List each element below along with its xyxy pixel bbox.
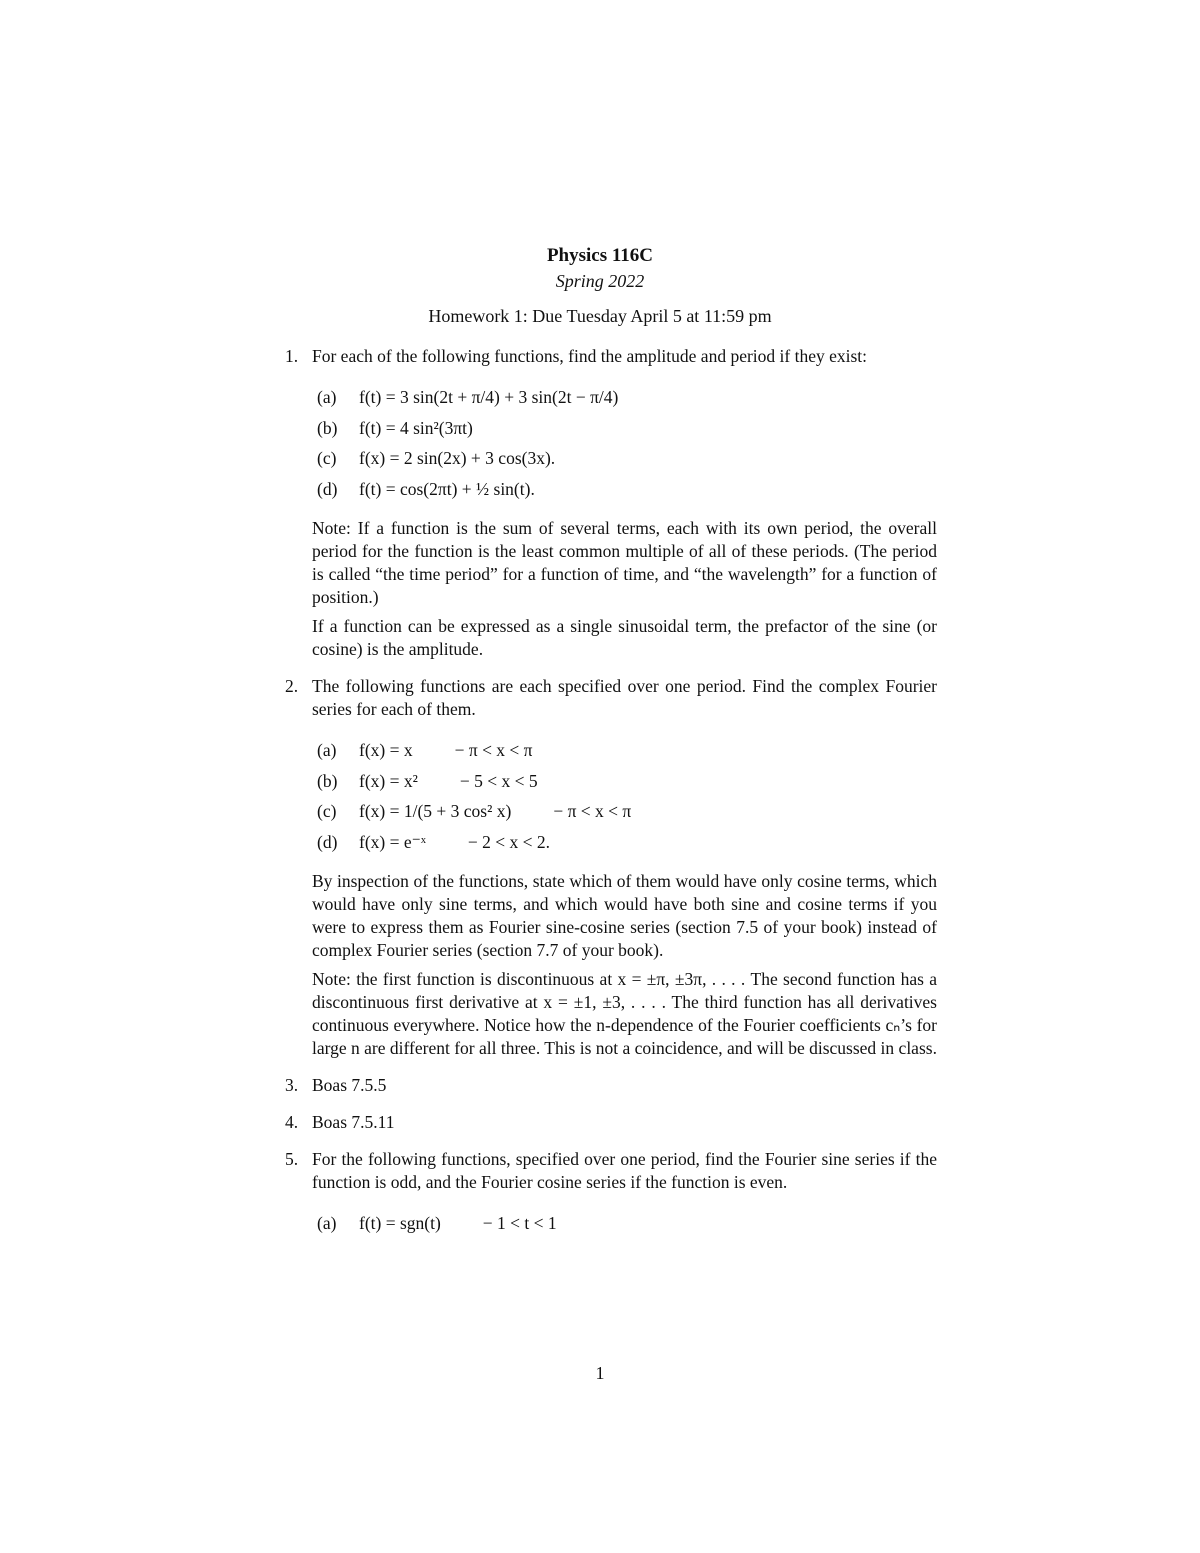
problem-text: Boas 7.5.5 <box>312 1075 387 1095</box>
part-expression: f(t) = cos(2πt) + ½ sin(t). <box>359 478 535 499</box>
problem-part <box>317 766 937 797</box>
part-label: (a) <box>317 387 337 407</box>
problem-part <box>317 735 937 766</box>
problem-note: By inspection of the functions, state which of them would have only cosine terms, which would have only sine terms, and which would have both sine and cosine terms if you were to express them as Fourier sine-cosine series (section 7.5 of your book) instead of complex Fourier series (section 7.7 of your book). <box>312 871 937 960</box>
part-expression: f(x) = x <box>359 740 413 760</box>
part-label: (c) <box>317 801 337 821</box>
problem-3 <box>285 1074 937 1097</box>
problem-part <box>317 796 937 827</box>
part-expression: f(x) = e⁻ˣ <box>359 831 426 852</box>
part-expression: f(t) = 3 sin(2t + π/4) + 3 sin(2t − π/4) <box>359 387 619 407</box>
problem-part <box>317 443 937 474</box>
part-domain: − 2 < x < 2. <box>467 831 551 852</box>
part-expression: f(t) = 4 sin²(3πt) <box>359 417 473 438</box>
problem-list <box>285 345 937 1253</box>
problem-parts <box>317 735 937 857</box>
part-label: (b) <box>317 417 338 438</box>
problem-part <box>317 382 937 413</box>
part-label: (c) <box>317 448 337 468</box>
problem-5 <box>285 1148 937 1239</box>
problem-note: Note: the first function is discontinuous at x = ±π, ±3π, . . . . The second function has a discontinuous first derivative at x = ±1, ±3, . . . . The third function has all derivatives continuous everywhere. Notice how the n-dependence of the Fourier coefficients cₙ’s for large n are different for all three. This is not a coincidence, and will be discussed in class. <box>312 969 937 1058</box>
problem-note: Note: If a function is the sum of several terms, each with its own period, the overall period for the function is the least common multiple of all of these periods. (The period is called “the time period” for a function of time, and “the wavelength” for a function of position.) <box>312 518 937 607</box>
problem-part <box>317 413 937 444</box>
page-number: 1 <box>595 1363 605 1383</box>
part-expression: f(x) = 1/(5 + 3 cos² x) <box>359 801 512 821</box>
part-expression: f(x) = 2 sin(2x) + 3 cos(3x). <box>359 448 556 468</box>
problem-note: If a function can be expressed as a single sinusoidal term, the prefactor of the sine (or cosine) is the amplitude. <box>312 616 937 659</box>
problem-parts <box>317 382 937 504</box>
part-expression: f(x) = x² <box>359 770 418 791</box>
problem-text: The following functions are each specified over one period. Find the complex Fourier series for each of them. <box>312 676 937 719</box>
problem-1 <box>285 345 937 661</box>
part-expression: f(t) = sgn(t) <box>359 1213 441 1233</box>
problem-part <box>317 827 937 858</box>
problem-text: For each of the following functions, find the amplitude and period if they exist: <box>312 346 868 366</box>
problem-4 <box>285 1111 937 1134</box>
course-title: Physics 116C <box>546 245 654 266</box>
part-label: (d) <box>317 478 338 499</box>
part-domain: − 5 < x < 5 <box>459 770 538 791</box>
part-label: (d) <box>317 831 338 852</box>
part-domain: − π < x < π <box>454 740 533 760</box>
problem-part <box>317 474 937 505</box>
problem-number: 5. <box>285 1149 299 1169</box>
problem-parts <box>317 1208 937 1239</box>
problem-text: For the following functions, specified over one period, find the Fourier sine series if the function is odd, and the Fourier cosine series if the function is even. <box>312 1149 937 1192</box>
problem-text: Boas 7.5.11 <box>312 1112 395 1132</box>
problem-number: 4. <box>285 1112 299 1132</box>
assignment-due-line: Homework 1: Due Tuesday April 5 at 11:59 pm <box>428 306 772 326</box>
problem-number: 2. <box>285 676 299 696</box>
problem-number: 1. <box>285 346 299 366</box>
problem-part <box>317 1208 937 1239</box>
part-domain: − π < x < π <box>553 801 632 821</box>
problem-number: 3. <box>285 1075 299 1095</box>
part-domain: − 1 < t < 1 <box>482 1213 557 1233</box>
part-label: (b) <box>317 770 338 791</box>
term-label: Spring 2022 <box>555 271 645 291</box>
problem-2 <box>285 675 937 1060</box>
part-label: (a) <box>317 740 337 760</box>
part-label: (a) <box>317 1213 337 1233</box>
